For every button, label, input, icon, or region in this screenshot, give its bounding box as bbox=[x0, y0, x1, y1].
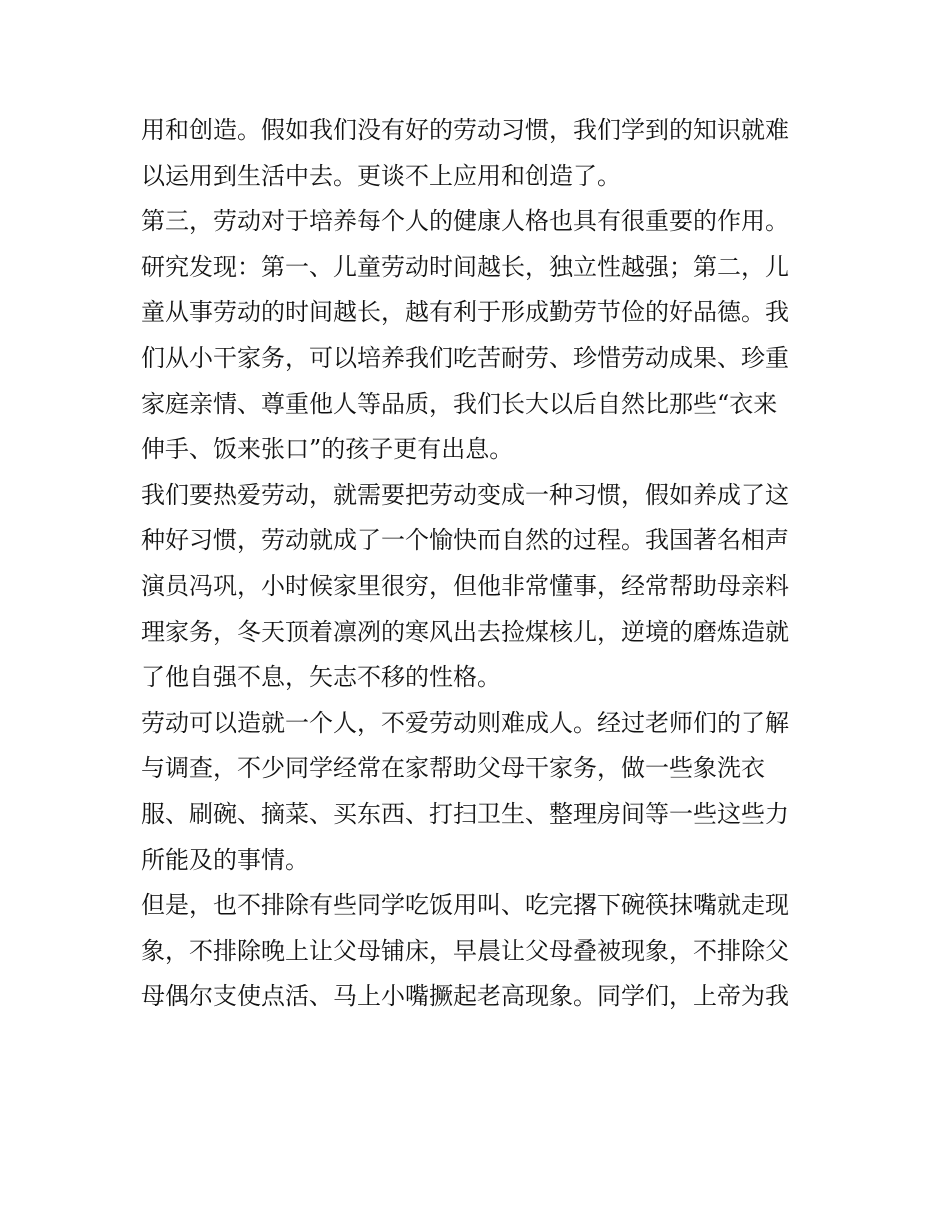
text-line: 童从事劳动的时间越长，越有利于形成勤劳节俭的好品德。我 bbox=[141, 298, 789, 327]
text-line: 了他自强不息，矢志不移的性格。 bbox=[141, 663, 501, 692]
text-line: 与调查，不少同学经常在家帮助父母干家务，做一些象洗衣 bbox=[141, 754, 765, 783]
text-line: 所能及的事情。 bbox=[141, 845, 309, 874]
text-line: 第三，劳动对于培养每个人的健康人格也具有很重要的作用。 bbox=[141, 207, 789, 236]
text-line: 母偶尔支使点活、马上小嘴撅起老高现象。同学们，上帝为我 bbox=[141, 982, 789, 1011]
text-line: 服、刷碗、摘菜、买东西、打扫卫生、整理房间等一些这些力 bbox=[141, 799, 789, 828]
text-line: 但是，也不排除有些同学吃饭用叫、吃完撂下碗筷抹嘴就走现 bbox=[141, 891, 789, 920]
text-line: 演员冯巩，小时候家里很穷，但他非常懂事，经常帮助母亲料 bbox=[141, 571, 789, 600]
text-line: 象，不排除晚上让父母铺床，早晨让父母叠被现象，不排除父 bbox=[141, 936, 789, 965]
text-line: 劳动可以造就一个人，不爱劳动则难成人。经过老师们的了解 bbox=[141, 708, 789, 737]
text-line: 们从小干家务，可以培养我们吃苦耐劳、珍惜劳动成果、珍重 bbox=[141, 343, 789, 372]
document-body bbox=[141, 108, 821, 1020]
text-line: 研究发现：第一、儿童劳动时间越长，独立性越强；第二，儿 bbox=[141, 252, 789, 281]
text-line: 种好习惯，劳动就成了一个愉快而自然的过程。我国著名相声 bbox=[141, 526, 789, 555]
text-line: 以运用到生活中去。更谈不上应用和创造了。 bbox=[141, 161, 621, 190]
text-line: 用和创造。假如我们没有好的劳动习惯，我们学到的知识就难 bbox=[141, 116, 789, 144]
text-line: 伸手、饭来张口”的孩子更有出息。 bbox=[141, 435, 514, 464]
text-line: 我们要热爱劳动，就需要把劳动变成一种习惯，假如养成了这 bbox=[141, 480, 789, 509]
text-line: 家庭亲情、尊重他人等品质，我们长大以后自然比那些“衣来 bbox=[141, 389, 778, 418]
text-line: 理家务，冬天顶着凛冽的寒风出去捡煤核儿，逆境的磨炼造就 bbox=[141, 617, 789, 646]
